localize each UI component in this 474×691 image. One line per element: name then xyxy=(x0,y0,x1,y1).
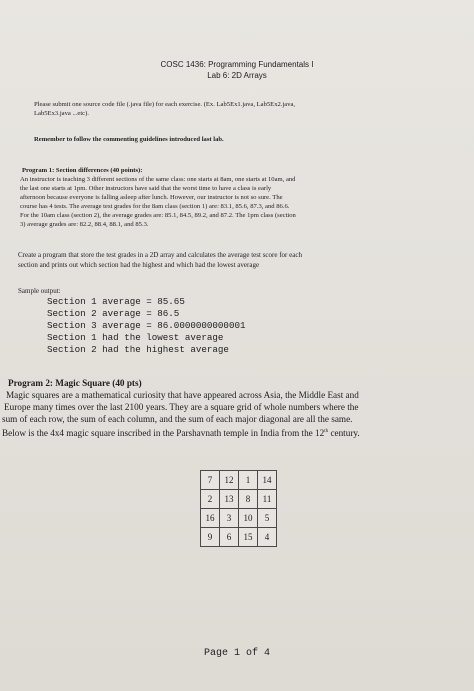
table-row xyxy=(201,490,277,509)
program1-task-line: section and prints out which section had the highest and which had the lowest average xyxy=(18,261,260,269)
table-cell: 5 xyxy=(258,509,277,528)
sample-output-line: Section 2 average = 86.5 xyxy=(47,308,180,319)
magic-square-table xyxy=(200,470,277,547)
sample-output-label: Sample output: xyxy=(18,287,61,295)
sample-output-line: Section 3 average = 86.0000000000001 xyxy=(47,320,246,331)
program2-paragraph-line: Magic squares are a mathematical curiosity that have appeared across Asia, the Middle East and xyxy=(6,390,359,400)
program1-task-line: Create a program that store the test grades in a 2D array and calculates the average test score for each xyxy=(18,251,302,259)
ordinal-suffix: th xyxy=(324,429,329,434)
program1-paragraph-line: course has 4 tests. The average test grades for the 8am class (section 1) are: 83.1, 85.6, 87.3, and 86.6. xyxy=(20,203,290,210)
commenting-reminder: Remember to follow the commenting guidelines introduced last lab. xyxy=(34,136,224,143)
lab-title: Lab 6: 2D Arrays xyxy=(207,71,267,80)
program2-paragraph-line: Europe many times over the last 2100 years. They are a square grid of whole numbers where the xyxy=(4,402,359,412)
table-cell: 10 xyxy=(239,509,258,528)
table-row xyxy=(201,471,277,490)
table-row xyxy=(201,528,277,547)
table-cell: 7 xyxy=(201,471,220,490)
sample-output-line: Section 1 average = 85.65 xyxy=(47,296,185,307)
table-cell: 14 xyxy=(258,471,277,490)
submit-instructions-line1: Please submit one source code file (.java file) for each exercise. (Ex. Lab5Ex1.java, Lab5Ex2.java, xyxy=(34,101,296,108)
program2-text-end: century. xyxy=(328,428,360,439)
page-number: Page 1 of 4 xyxy=(204,648,271,659)
table-row xyxy=(201,509,277,528)
course-title: COSC 1436: Programming Fundamentals I xyxy=(160,60,314,69)
table-cell: 11 xyxy=(258,490,277,509)
table-cell: 3 xyxy=(220,509,239,528)
table-cell: 9 xyxy=(201,528,220,547)
program2-heading: Program 2: Magic Square (40 pts) xyxy=(8,378,142,388)
sample-output-line: Section 2 had the highest average xyxy=(47,344,229,355)
submit-instructions-line2: Lab5Ex3.java ...etc). xyxy=(34,110,89,117)
program2-paragraph-line: sum of each row, the sum of each column, and the sum of each major diagonal are all the same. xyxy=(2,414,353,424)
table-cell: 13 xyxy=(220,490,239,509)
table-cell: 12 xyxy=(220,471,239,490)
sample-output-line: Section 1 had the lowest average xyxy=(47,332,224,343)
program1-paragraph-line: An instructor is teaching 3 different sections of the same class: one starts at 8am, one starts at 10am, and xyxy=(20,176,296,183)
table-cell: 4 xyxy=(258,528,277,547)
table-cell: 2 xyxy=(201,490,220,509)
program1-heading: Program 1: Section differences (40 points): xyxy=(22,167,143,174)
table-cell: 15 xyxy=(239,528,258,547)
table-cell: 16 xyxy=(201,509,220,528)
table-cell: 6 xyxy=(220,528,239,547)
program2-paragraph-line-last xyxy=(2,426,360,440)
table-cell: 8 xyxy=(239,490,258,509)
program1-paragraph-line: For the 10am class (section 2), the average grades are: 85.1, 84.5, 89.2, and 87.2. The 1pm class (section xyxy=(20,212,296,219)
program2-text: Below is the 4x4 magic square inscribed in the Parshavnath temple in India from the 12 xyxy=(2,428,325,439)
program1-paragraph-line: 3) average grades are: 82.2, 88.4, 88.1, and 85.3. xyxy=(20,221,149,228)
program1-paragraph-line: the last one starts at 1pm. Other instructors have said that the worst time to have a class is early xyxy=(20,185,272,192)
program1-paragraph-line: afternoon because everyone is falling asleep after lunch. However, our instructor is not so sure. The xyxy=(20,194,283,201)
table-cell: 1 xyxy=(239,471,258,490)
